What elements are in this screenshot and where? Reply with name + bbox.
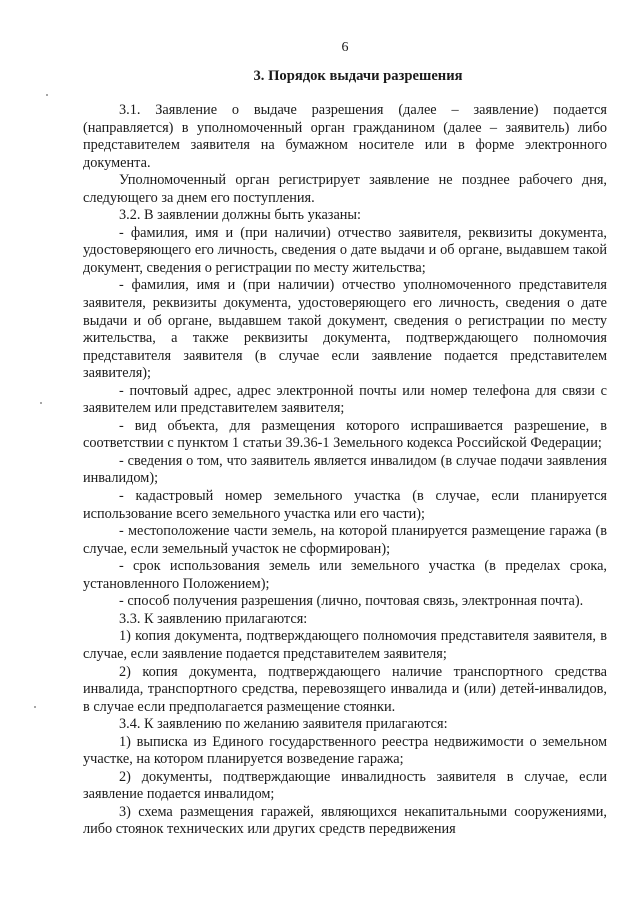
list-item: - способ получения разрешения (лично, почтовая связь, электронная почта). (119, 593, 584, 610)
section-title: 3. Порядок выдачи разрешения (253, 68, 463, 84)
paragraph: 3.3. К заявлению прилагаются: (119, 610, 308, 627)
scan-speck (40, 402, 42, 404)
scan-speck (46, 94, 48, 96)
list-item: - кадастровый номер земельного участка (в случае, если планируется использование всего земельного участка или его части); (83, 488, 607, 522)
paragraph: 3.4. К заявлению по желанию заявителя прилагаются: (119, 716, 448, 733)
page-number: 6 (341, 40, 349, 55)
document-body (83, 102, 607, 839)
list-item: 2) документы, подтверждающие инвалидность заявителя в случае, если заявление подается инвалидом; (83, 768, 607, 803)
list-item: - фамилия, имя и (при наличии) отчество заявителя, реквизиты документа, удостоверяющего его личность, сведения о дате выдачи и об органе, выдавшем такой документ, сведения о регистрации по месту жительства; (83, 224, 607, 276)
paragraph: 3.1. Заявление о выдаче разрешения (далее – заявление) подается (направляется) в уполномоченный орган гражданином (далее – заявитель) либо представителем заявителя на бумажном носителе или в форме электронного документа. (83, 102, 607, 171)
list-item: - сведения о том, что заявитель является инвалидом (в случае подачи заявления инвалидом); (83, 452, 607, 487)
list-item: 1) выписка из Единого государственного реестра недвижимости о земельном участке, на котором планируется возведение гаража; (83, 733, 607, 768)
list-item: - вид объекта, для размещения которого испрашивается разрешение, в соответствии с пунктом 1 статьи 39.36-1 Земельного кодекса Российской Федерации; (83, 417, 607, 452)
list-item: - почтовый адрес, адрес электронной почты или номер телефона для связи с заявителем или представителем заявителя; (83, 382, 607, 417)
scan-speck (34, 706, 36, 708)
list-item: 1) копия документа, подтверждающего полномочия представителя заявителя, в случае, если заявление подается представителем заявителя; (83, 628, 607, 662)
list-item: - срок использования земель или земельного участка (в пределах срока, установленного Положением); (83, 558, 607, 592)
list-item: - местоположение части земель, на которой планируется размещение гаража (в случае, если земельный участок не сформирован); (83, 523, 607, 557)
paragraph: 3.2. В заявлении должны быть указаны: (119, 207, 362, 224)
list-item: 3) схема размещения гаражей, являющихся некапитальными сооружениями, либо стоянок технических или других средств передвижения (83, 803, 607, 838)
list-item: 2) копия документа, подтверждающего наличие транспортного средства инвалида, транспортного средства, перевозящего инвалида и (или) детей-инвалидов, в случае если предполагается размещение стоянки. (83, 663, 607, 715)
paragraph: Уполномоченный орган регистрирует заявление не позднее рабочего дня, следующего за днем его поступления. (83, 172, 607, 206)
list-item: - фамилия, имя и (при наличии) отчество уполномоченного представителя заявителя, реквизиты документа, удостоверяющего его личность, сведения о дате выдачи и об органе, выдавшем такой документ, сведения о регистрации по месту жительства, а также реквизиты документа, подтверждающего полномочия представителя заявителя (в случае если заявление подается представителем заявителя); (83, 277, 607, 382)
